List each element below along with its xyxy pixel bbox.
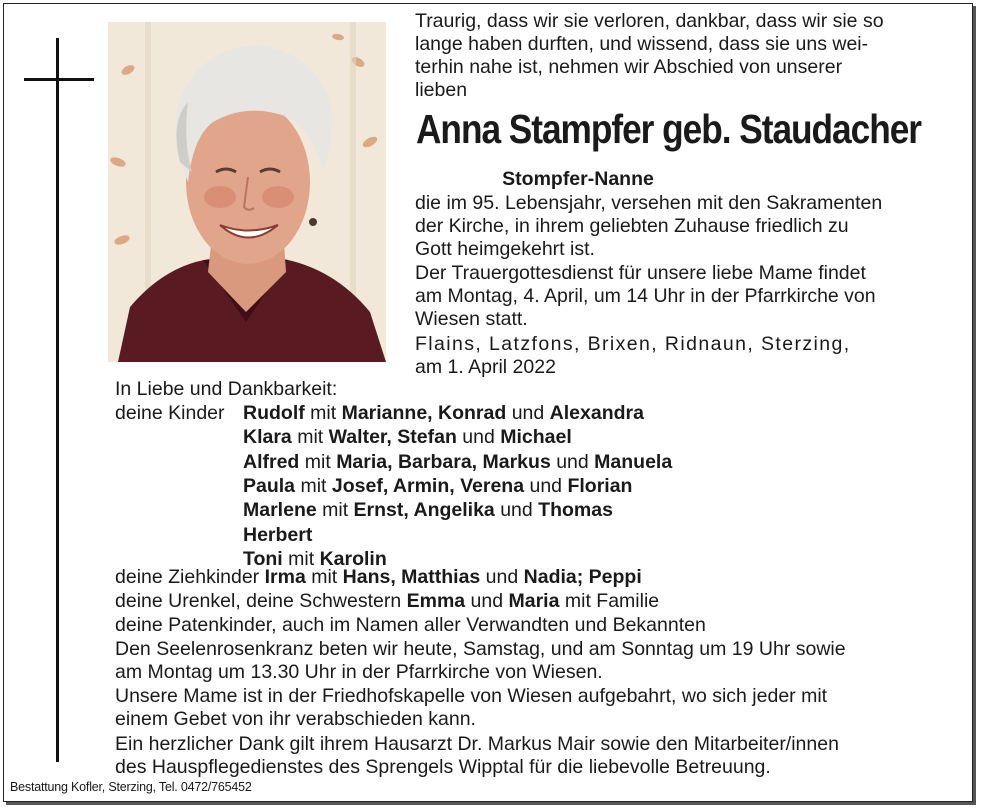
connector-text: und xyxy=(524,474,568,497)
relatives-line xyxy=(115,614,706,636)
connector-text: mit xyxy=(291,426,329,449)
connector-text: deine Patenkinder, auch im Namen aller Verwandten und Bekannten xyxy=(115,614,706,636)
child-family-line xyxy=(243,524,312,546)
intro-line: terhin nahe ist, nehmen wir Abschied von unserer xyxy=(415,56,843,78)
connector-text: und xyxy=(494,499,539,522)
closing-line: Ein herzlicher Dank gilt ihrem Hausarzt Dr. Markus Mair sowie den Mitarbeiter/innen xyxy=(115,733,839,755)
connector-text: mit xyxy=(316,499,354,522)
connector-text: mit xyxy=(299,450,337,473)
name-text: Rudolf xyxy=(243,402,305,424)
name-text: Walter, Stefan xyxy=(328,426,457,449)
name-text: Paula xyxy=(243,474,296,497)
mourners-heading: In Liebe und Dankbarkeit: xyxy=(115,378,338,400)
name-text: Manuela xyxy=(594,450,673,473)
place-date-line: am 1. April 2022 xyxy=(415,356,556,378)
name-text: Marianne, Konrad xyxy=(341,402,507,424)
name-text: Emma xyxy=(406,590,466,612)
name-text: Herbert xyxy=(243,523,313,546)
connector-text: und xyxy=(480,566,524,588)
intro-line: lieben xyxy=(415,79,468,101)
name-text: Hans, Matthias xyxy=(342,566,481,588)
cross-icon xyxy=(56,38,59,762)
deceased-name: Anna Stampfer geb. Staudacher xyxy=(416,106,921,152)
place-date-line: Flains, Latzfons, Brixen, Ridnaun, Sterzing, xyxy=(415,333,851,355)
connector-text: mit xyxy=(304,402,342,424)
name-text: Maria, Barbara, Markus xyxy=(336,450,551,473)
connector-text: und xyxy=(456,426,501,449)
closing-line: Den Seelenrosenkranz beten wir heute, Samstag, und am Sonntag um 19 Uhr sowie xyxy=(115,638,846,660)
details-line: am Montag, 4. April, um 14 Uhr in der Pfarrkirche von xyxy=(415,285,876,307)
connector-text: mit xyxy=(305,566,343,588)
name-text: Thomas xyxy=(538,499,613,522)
connector-text: und xyxy=(465,590,509,612)
details-line: Gott heimgekehrt ist. xyxy=(415,238,595,260)
connector-text: deine Urenkel, deine Schwestern xyxy=(115,590,407,612)
child-family-line xyxy=(243,475,632,497)
connector-text: mit xyxy=(282,547,320,570)
children-prefix: deine Kinder xyxy=(115,402,225,424)
connector-text: und xyxy=(550,450,595,473)
relatives-line xyxy=(115,590,659,612)
details-line: der Kirche, in ihrem geliebten Zuhause friedlich zu xyxy=(415,215,849,237)
connector-text: mit xyxy=(295,474,332,497)
closing-line: einem Gebet von ihr verabschieden kann. xyxy=(115,708,476,730)
name-text: Alfred xyxy=(243,450,300,473)
name-text: Marlene xyxy=(243,499,317,522)
details-line: Wiesen statt. xyxy=(415,308,528,330)
intro-line: Traurig, dass wir sie verloren, dankbar, dass wir sie so xyxy=(415,10,884,32)
cross-icon-bar xyxy=(24,78,94,81)
closing-line: Unsere Mame ist in der Friedhofskapelle von Wiesen aufgebahrt, wo sich jeder mit xyxy=(115,685,828,707)
name-text: Irma xyxy=(264,566,306,588)
connector-text: mit Familie xyxy=(559,590,660,612)
connector-text: deine Ziehkinder xyxy=(115,566,265,588)
details-line: die im 95. Lebensjahr, versehen mit den Sakramenten xyxy=(415,192,883,214)
name-text: Josef, Armin, Verena xyxy=(331,474,525,497)
name-text: Karolin xyxy=(319,547,387,570)
closing-line: des Hauspflegedienstes des Sprengels Wipptal für die liebevolle Betreuung. xyxy=(115,756,771,778)
name-text: Michael xyxy=(500,426,572,449)
intro-line: lange haben durften, und wissend, dass sie uns wei- xyxy=(415,33,869,55)
details-line: Der Trauergottesdienst für unsere liebe Mame findet xyxy=(415,262,866,284)
child-family-line xyxy=(243,451,672,473)
name-text: Florian xyxy=(567,474,633,497)
name-text: Nadia; Peppi xyxy=(523,566,642,588)
name-text: Toni xyxy=(243,547,283,570)
name-text: Ernst, Angelika xyxy=(353,499,495,522)
name-text: Klara xyxy=(243,426,292,449)
connector-text: und xyxy=(506,402,550,424)
name-text: Maria xyxy=(508,590,560,612)
funeral-home-credit: Bestattung Kofler, Sterzing, Tel. 0472/765452 xyxy=(10,780,252,794)
portrait-photo xyxy=(108,22,386,362)
closing-line: am Montag um 13.30 Uhr in der Pfarrkirche von Wiesen. xyxy=(115,661,603,683)
child-family-line xyxy=(243,426,572,448)
name-text: Alexandra xyxy=(549,402,644,424)
child-family-line xyxy=(243,499,613,521)
child-family-line xyxy=(243,402,644,424)
deceased-nickname: Stompfer-Nanne xyxy=(502,168,654,190)
relatives-line xyxy=(115,566,642,588)
